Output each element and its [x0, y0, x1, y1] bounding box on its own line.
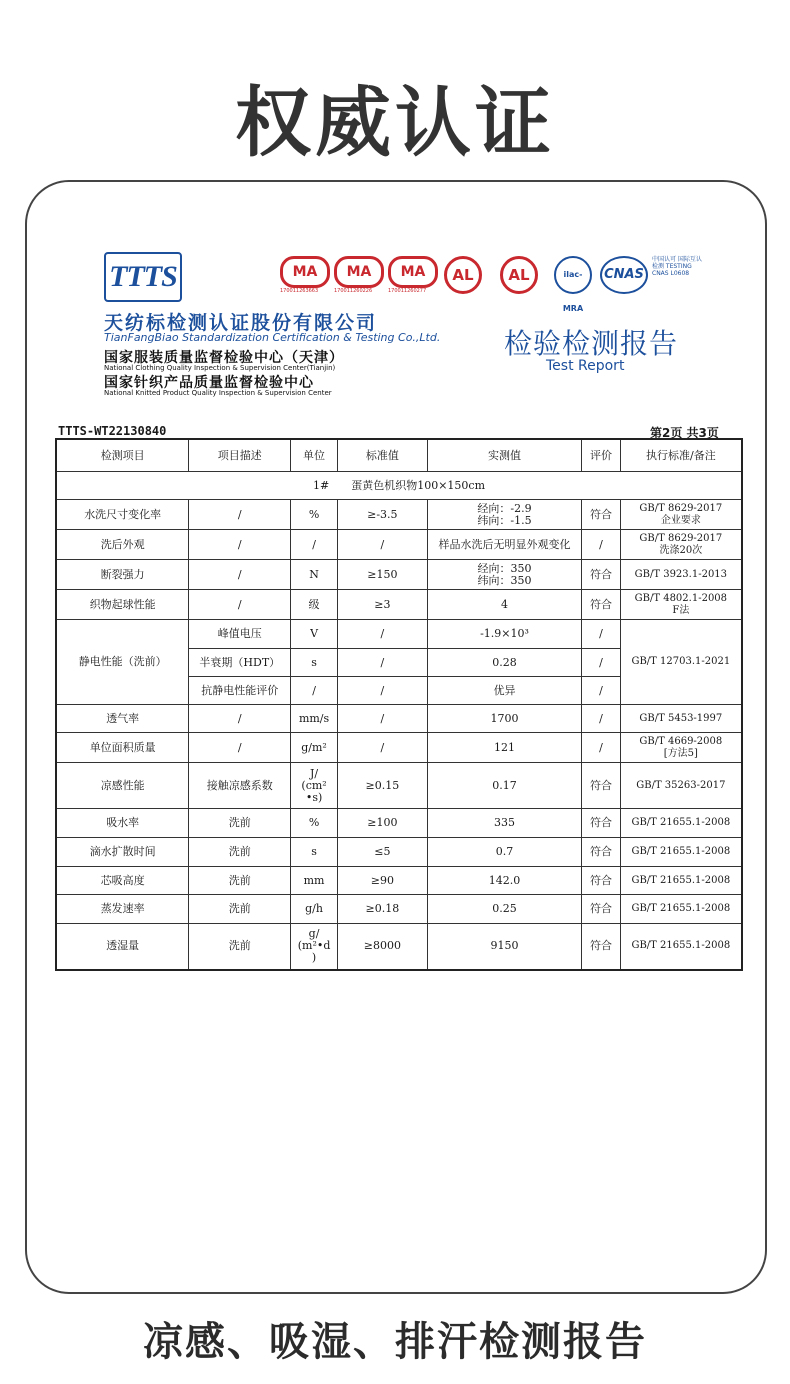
- cell-unit: 级: [291, 590, 338, 620]
- cma-badge-number: 170011260277: [388, 288, 427, 294]
- header-measured: 实测值: [427, 439, 582, 472]
- center2-name-cn: 国家针织产品质量监督检验中心: [104, 375, 314, 391]
- cell-item: 水洗尺寸变化率: [56, 500, 189, 530]
- cell-item: 芯吸高度: [56, 867, 189, 895]
- cell-standard-note: GB/T 35263-2017: [620, 763, 742, 809]
- test-results-table: [55, 438, 743, 971]
- footer-title: 凉感、吸湿、排汗检测报告: [143, 1319, 647, 1365]
- cal-badge-icon: AL: [500, 256, 538, 294]
- cma-badge-icon: MA: [280, 256, 330, 288]
- cell-evaluation: /: [582, 620, 620, 649]
- cell-item: 凉感性能: [56, 763, 189, 809]
- cell-standard: ≤5: [337, 838, 427, 867]
- center1-name-cn: 国家服装质量监督检验中心（天津）: [104, 350, 344, 366]
- cell-evaluation: 符合: [582, 895, 620, 924]
- cell-unit: g/ (m²•d ): [291, 924, 338, 970]
- cell-desc: 抗静电性能评价: [189, 677, 291, 705]
- table-row: [56, 924, 742, 970]
- ilac-mra-badge-icon: ilac-MRA: [554, 256, 592, 294]
- cell-measured: 样品水洗后无明显外观变化: [427, 530, 582, 560]
- sample-description: 1# 蛋黄色机织物100×150cm: [56, 472, 742, 500]
- cell-item: 单位面积质量: [56, 733, 189, 763]
- cell-standard: ≥8000: [337, 924, 427, 970]
- cell-standard: /: [337, 620, 427, 649]
- cnas-badge-icon: CNAS: [600, 256, 648, 294]
- cma-badge-icon: MA: [388, 256, 438, 288]
- center1-name-en: National Clothing Quality Inspection & Supervision Center(Tianjin): [104, 364, 336, 372]
- table-row: [56, 500, 742, 530]
- center2-name-en: National Knitted Product Quality Inspection & Supervision Center: [104, 389, 332, 397]
- cell-standard-note: GB/T 21655.1-2008: [620, 838, 742, 867]
- cell-standard: /: [337, 677, 427, 705]
- cell-evaluation: 符合: [582, 867, 620, 895]
- cell-evaluation: /: [582, 649, 620, 677]
- certification-badges: [280, 256, 702, 313]
- company-name-cn: 天纺标检测认证股份有限公司: [104, 312, 378, 334]
- cell-standard: ≥-3.5: [337, 500, 427, 530]
- cell-desc: /: [189, 500, 291, 530]
- table-row: [56, 763, 742, 809]
- cell-unit: J/ (cm² •s): [291, 763, 338, 809]
- cell-item: 透湿量: [56, 924, 189, 970]
- cell-measured: 4: [427, 590, 582, 620]
- cell-unit: /: [291, 677, 338, 705]
- cell-standard: /: [337, 530, 427, 560]
- cell-unit: g/h: [291, 895, 338, 924]
- header-standard-note: 执行标准/备注: [620, 439, 742, 472]
- cell-measured: 经向：-2.9 纬向：-1.5: [427, 500, 582, 530]
- cell-unit: s: [291, 838, 338, 867]
- cell-evaluation: 符合: [582, 560, 620, 590]
- cell-unit: N: [291, 560, 338, 590]
- page-info: 第2页 共3页: [650, 426, 719, 440]
- cell-desc: 洗前: [189, 838, 291, 867]
- table-row: [56, 838, 742, 867]
- cell-desc: 接触凉感系数: [189, 763, 291, 809]
- cell-unit: %: [291, 500, 338, 530]
- header-standard: 标准值: [337, 439, 427, 472]
- cell-standard: /: [337, 733, 427, 763]
- cell-unit: mm: [291, 867, 338, 895]
- cell-standard: ≥0.18: [337, 895, 427, 924]
- cell-desc: /: [189, 530, 291, 560]
- cell-standard: ≥0.15: [337, 763, 427, 809]
- cell-measured: 142.0: [427, 867, 582, 895]
- cell-standard-note: GB/T 8629-2017 洗涤20次: [620, 530, 742, 560]
- cell-standard: /: [337, 649, 427, 677]
- cell-measured: 335: [427, 809, 582, 838]
- table-row: [56, 560, 742, 590]
- cma-badge-number: 170011263663: [280, 288, 319, 294]
- ttts-logo: TTTS: [104, 252, 182, 302]
- cell-desc: 半衰期（HDT）: [189, 649, 291, 677]
- cell-standard-note: GB/T 5453-1997: [620, 705, 742, 733]
- cell-item: 静电性能（洗前）: [56, 620, 189, 705]
- cell-item: 蒸发速率: [56, 895, 189, 924]
- header-item: 检测项目: [56, 439, 189, 472]
- table-row: [56, 867, 742, 895]
- cell-desc: 洗前: [189, 895, 291, 924]
- cell-evaluation: /: [582, 677, 620, 705]
- cell-desc: /: [189, 560, 291, 590]
- cell-standard-note: GB/T 21655.1-2008: [620, 867, 742, 895]
- cma-badge-icon: MA: [334, 256, 384, 288]
- cell-unit: s: [291, 649, 338, 677]
- cell-measured: 9150: [427, 924, 582, 970]
- cell-evaluation: /: [582, 705, 620, 733]
- cal-badge-icon: AL: [444, 256, 482, 294]
- page-title: 权威认证: [235, 78, 555, 167]
- cell-evaluation: 符合: [582, 924, 620, 970]
- header-evaluation: 评价: [582, 439, 620, 472]
- company-name-en: TianFangBiao Standardization Certification & Testing Co.,Ltd.: [104, 331, 441, 344]
- cell-desc: 洗前: [189, 867, 291, 895]
- cell-standard-note: GB/T 21655.1-2008: [620, 924, 742, 970]
- cell-item: 滴水扩散时间: [56, 838, 189, 867]
- table-row: [56, 733, 742, 763]
- cell-measured: 经向：350 纬向：350: [427, 560, 582, 590]
- table-row: [56, 809, 742, 838]
- cell-item: 断裂强力: [56, 560, 189, 590]
- cell-desc: 洗前: [189, 809, 291, 838]
- cell-standard-note: GB/T 21655.1-2008: [620, 809, 742, 838]
- cell-desc: /: [189, 590, 291, 620]
- cell-standard: ≥3: [337, 590, 427, 620]
- cma-badge-number: 170011260226: [334, 288, 373, 294]
- cell-item: 吸水率: [56, 809, 189, 838]
- header-desc: 项目描述: [189, 439, 291, 472]
- cell-unit: g/m²: [291, 733, 338, 763]
- table-header-row: [56, 439, 742, 472]
- report-title-cn: 检验检测报告: [504, 327, 679, 360]
- cell-evaluation: 符合: [582, 590, 620, 620]
- cell-unit: V: [291, 620, 338, 649]
- cell-desc: 洗前: [189, 924, 291, 970]
- cell-standard: ≥100: [337, 809, 427, 838]
- cell-standard: ≥90: [337, 867, 427, 895]
- cell-standard: ≥150: [337, 560, 427, 590]
- table-row: [56, 590, 742, 620]
- cell-standard-note: GB/T 4802.1-2008 F法: [620, 590, 742, 620]
- cell-measured: 0.17: [427, 763, 582, 809]
- cell-measured: 0.25: [427, 895, 582, 924]
- header-unit: 单位: [291, 439, 338, 472]
- cell-standard-note: GB/T 3923.1-2013: [620, 560, 742, 590]
- cell-desc: 峰值电压: [189, 620, 291, 649]
- sample-row: [56, 472, 742, 500]
- cell-standard-note: GB/T 4669-2008 [方法5]: [620, 733, 742, 763]
- cell-evaluation: 符合: [582, 838, 620, 867]
- cell-evaluation: /: [582, 733, 620, 763]
- cell-item: 洗后外观: [56, 530, 189, 560]
- cell-unit: mm/s: [291, 705, 338, 733]
- report-number: TTTS-WT22130840: [58, 424, 167, 438]
- cell-measured: 0.7: [427, 838, 582, 867]
- cell-item: 透气率: [56, 705, 189, 733]
- cell-standard: /: [337, 705, 427, 733]
- table-row: [56, 705, 742, 733]
- cell-unit: /: [291, 530, 338, 560]
- cell-evaluation: 符合: [582, 809, 620, 838]
- cell-evaluation: 符合: [582, 763, 620, 809]
- table-row-static: [56, 620, 742, 649]
- cell-item: 织物起球性能: [56, 590, 189, 620]
- cell-measured: -1.9×10³: [427, 620, 582, 649]
- cell-standard-note: GB/T 21655.1-2008: [620, 895, 742, 924]
- cell-measured: 1700: [427, 705, 582, 733]
- cnas-note: 中国认可 国际互认 检测 TESTING CNAS L0608: [652, 256, 702, 277]
- table-row: [56, 530, 742, 560]
- cell-standard-note: GB/T 12703.1-2021: [620, 620, 742, 705]
- cell-measured: 0.28: [427, 649, 582, 677]
- cell-desc: /: [189, 705, 291, 733]
- cell-evaluation: 符合: [582, 500, 620, 530]
- cell-unit: %: [291, 809, 338, 838]
- cell-measured: 121: [427, 733, 582, 763]
- cell-evaluation: /: [582, 530, 620, 560]
- cell-measured: 优异: [427, 677, 582, 705]
- cell-desc: /: [189, 733, 291, 763]
- table-row: [56, 895, 742, 924]
- cell-standard-note: GB/T 8629-2017 企业要求: [620, 500, 742, 530]
- report-title-en: Test Report: [546, 358, 625, 374]
